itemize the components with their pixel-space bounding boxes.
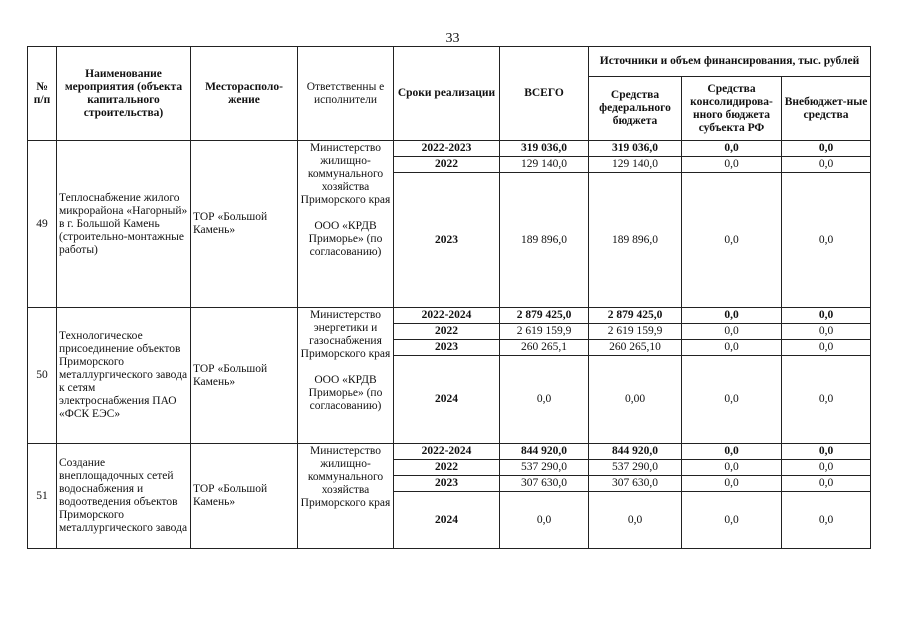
header-period: Сроки реализации xyxy=(394,47,500,141)
row-federal: 0,00 xyxy=(589,356,682,444)
row-total: 129 140,0 xyxy=(500,157,589,173)
row-total: 260 265,1 xyxy=(500,340,589,356)
row-regional: 0,0 xyxy=(682,157,782,173)
row-number: 50 xyxy=(28,308,57,444)
row-location: ТОР «Большой Камень» xyxy=(191,141,298,308)
row-regional: 0,0 xyxy=(682,476,782,492)
row-name: Теплоснабжение жилого микрорайона «Нагорный» в г. Большой Камень (строительно-монтажные работы) xyxy=(57,141,191,308)
row-number: 49 xyxy=(28,141,57,308)
row-federal: 189 896,0 xyxy=(589,173,682,308)
row-extra: 0,0 xyxy=(782,340,871,356)
row-extra: 0,0 xyxy=(782,324,871,340)
row-extra: 0,0 xyxy=(782,492,871,549)
row-federal: 319 036,0 xyxy=(589,141,682,157)
row-regional: 0,0 xyxy=(682,460,782,476)
row-extra: 0,0 xyxy=(782,476,871,492)
row-regional: 0,0 xyxy=(682,444,782,460)
header-total: ВСЕГО xyxy=(500,47,589,141)
row-extra: 0,0 xyxy=(782,141,871,157)
row-period: 2023 xyxy=(394,476,500,492)
row-extra: 0,0 xyxy=(782,356,871,444)
table-body xyxy=(28,141,871,549)
row-period: 2022 xyxy=(394,157,500,173)
row-total: 2 619 159,9 xyxy=(500,324,589,340)
financing-table xyxy=(27,46,871,549)
row-extra: 0,0 xyxy=(782,444,871,460)
row-total: 319 036,0 xyxy=(500,141,589,157)
row-total: 537 290,0 xyxy=(500,460,589,476)
row-responsible: Министерство жилищно-коммунального хозяйства Приморского края xyxy=(298,444,394,549)
row-responsible: Министерство жилищно-коммунального хозяйства Приморского края ООО «КРДВ Приморье» (по согласованию) xyxy=(298,141,394,308)
header-name: Наименование мероприятия (объекта капитального строительства) xyxy=(57,47,191,141)
row-period: 2022-2024 xyxy=(394,308,500,324)
row-total: 307 630,0 xyxy=(500,476,589,492)
header-sources: Источники и объем финансирования, тыс. рублей xyxy=(589,47,871,77)
row-period: 2023 xyxy=(394,340,500,356)
row-regional: 0,0 xyxy=(682,492,782,549)
row-location: ТОР «Большой Камень» xyxy=(191,444,298,549)
header-num: № п/п xyxy=(28,47,57,141)
row-number: 51 xyxy=(28,444,57,549)
row-name: Технологическое присоединение объектов Приморского металлургического завода к сетям электроснабжения ПАО «ФСК ЕЭС» xyxy=(57,308,191,444)
row-federal: 260 265,10 xyxy=(589,340,682,356)
row-period: 2023 xyxy=(394,173,500,308)
row-period: 2022 xyxy=(394,324,500,340)
row-federal: 0,0 xyxy=(589,492,682,549)
row-federal: 2 879 425,0 xyxy=(589,308,682,324)
row-regional: 0,0 xyxy=(682,340,782,356)
row-federal: 537 290,0 xyxy=(589,460,682,476)
row-regional: 0,0 xyxy=(682,356,782,444)
table-row xyxy=(28,308,871,324)
row-federal: 129 140,0 xyxy=(589,157,682,173)
row-total: 0,0 xyxy=(500,356,589,444)
header-regional: Средства консолидирова-нного бюджета субъекта РФ xyxy=(682,77,782,141)
header-responsible: Ответственны е исполнители xyxy=(298,47,394,141)
header-federal: Средства федерального бюджета xyxy=(589,77,682,141)
row-extra: 0,0 xyxy=(782,460,871,476)
row-total: 0,0 xyxy=(500,492,589,549)
table-row xyxy=(28,141,871,157)
row-extra: 0,0 xyxy=(782,157,871,173)
row-total: 844 920,0 xyxy=(500,444,589,460)
row-federal: 844 920,0 xyxy=(589,444,682,460)
row-federal: 2 619 159,9 xyxy=(589,324,682,340)
row-regional: 0,0 xyxy=(682,141,782,157)
page-number: 33 xyxy=(445,31,460,46)
row-period: 2024 xyxy=(394,492,500,549)
row-total: 189 896,0 xyxy=(500,173,589,308)
header-location: Месторасполо-жение xyxy=(191,47,298,141)
table-row xyxy=(28,444,871,460)
row-extra: 0,0 xyxy=(782,308,871,324)
row-period: 2022 xyxy=(394,460,500,476)
row-regional: 0,0 xyxy=(682,324,782,340)
row-name: Создание внеплощадочных сетей водоснабжения и водоотведения объектов Приморского металлургического завода xyxy=(57,444,191,549)
row-period: 2022-2024 xyxy=(394,444,500,460)
row-location: ТОР «Большой Камень» xyxy=(191,308,298,444)
row-federal: 307 630,0 xyxy=(589,476,682,492)
row-total: 2 879 425,0 xyxy=(500,308,589,324)
row-regional: 0,0 xyxy=(682,308,782,324)
row-period: 2024 xyxy=(394,356,500,444)
row-extra: 0,0 xyxy=(782,173,871,308)
row-period: 2022-2023 xyxy=(394,141,500,157)
row-responsible: Министерство энергетики и газоснабжения Приморского края ООО «КРДВ Приморье» (по согласованию) xyxy=(298,308,394,444)
row-regional: 0,0 xyxy=(682,173,782,308)
header-extra: Внебюджет-ные средства xyxy=(782,77,871,141)
